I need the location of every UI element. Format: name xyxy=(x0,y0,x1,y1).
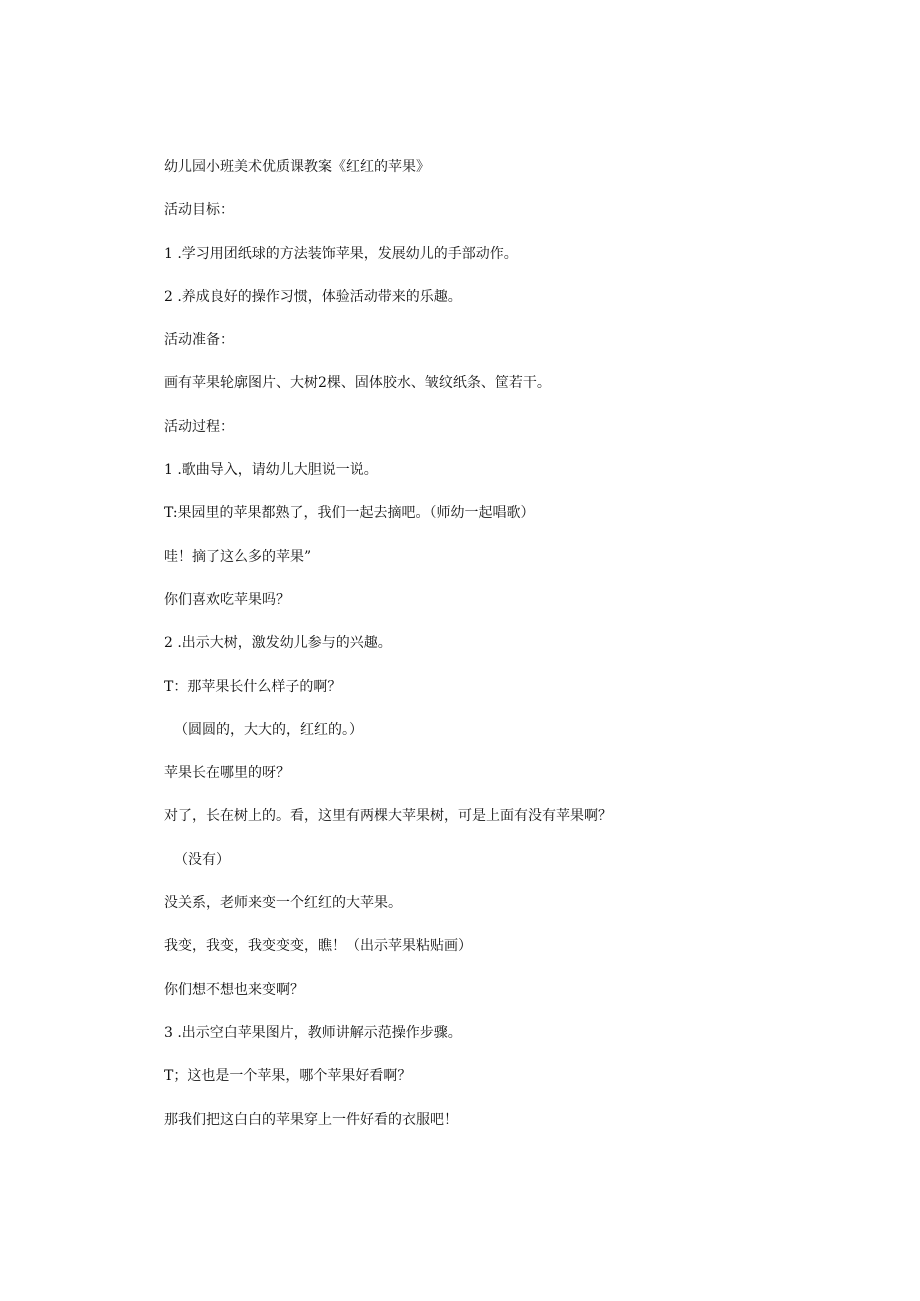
dialogue-line: 你们想不想也来变啊？ xyxy=(164,981,304,998)
process-step-2: 2 .出示大树，激发幼儿参与的兴趣。 xyxy=(164,635,392,652)
dialogue-line: 那我们把这白白的苹果穿上一件好看的衣服吧！ xyxy=(164,1111,458,1128)
goal-item-2: 2 .养成良好的操作习惯，体验活动带来的乐趣。 xyxy=(164,288,462,305)
dialogue-line: 对了，长在树上的。看，这里有两棵大苹果树，可是上面有没有苹果啊？ xyxy=(164,808,612,825)
dialogue-line: T；这也是一个苹果，哪个苹果好看啊？ xyxy=(164,1068,412,1085)
dialogue-line: （圆圆的，大大的，红红的。） xyxy=(174,721,363,738)
document-body xyxy=(164,158,804,1154)
section-heading-preparation: 活动准备： xyxy=(164,332,234,349)
document-title: 幼儿园小班美术优质课教案《红红的苹果》 xyxy=(164,159,430,175)
dialogue-line: 你们喜欢吃苹果吗？ xyxy=(164,591,290,608)
section-heading-process: 活动过程： xyxy=(164,418,234,435)
goal-item-1: 1 .学习用团纸球的方法装饰苹果，发展幼儿的手部动作。 xyxy=(164,245,518,262)
dialogue-line: 哇！摘了这么多的苹果” xyxy=(164,548,312,565)
dialogue-line: 我变，我变，我变变变，瞧！（出示苹果粘贴画） xyxy=(164,938,472,955)
process-step-1: 1 .歌曲导入，请幼儿大胆说一说。 xyxy=(164,462,378,479)
dialogue-line: 苹果长在哪里的呀？ xyxy=(164,765,290,782)
dialogue-line: T：那苹果长什么样子的啊？ xyxy=(164,678,342,695)
process-step-3: 3 .出示空白苹果图片，教师讲解示范操作步骤。 xyxy=(164,1024,462,1041)
dialogue-line: T:果园里的苹果都熟了，我们一起去摘吧。（师幼一起唱歌） xyxy=(164,505,535,522)
dialogue-line: 没关系，老师来变一个红红的大苹果。 xyxy=(164,895,402,912)
section-heading-goals: 活动目标： xyxy=(164,202,234,219)
dialogue-line: （没有） xyxy=(174,851,230,868)
preparation-text: 画有苹果轮廓图片、大树2棵、固体胶水、皱纹纸条、筐若干。 xyxy=(164,375,551,392)
